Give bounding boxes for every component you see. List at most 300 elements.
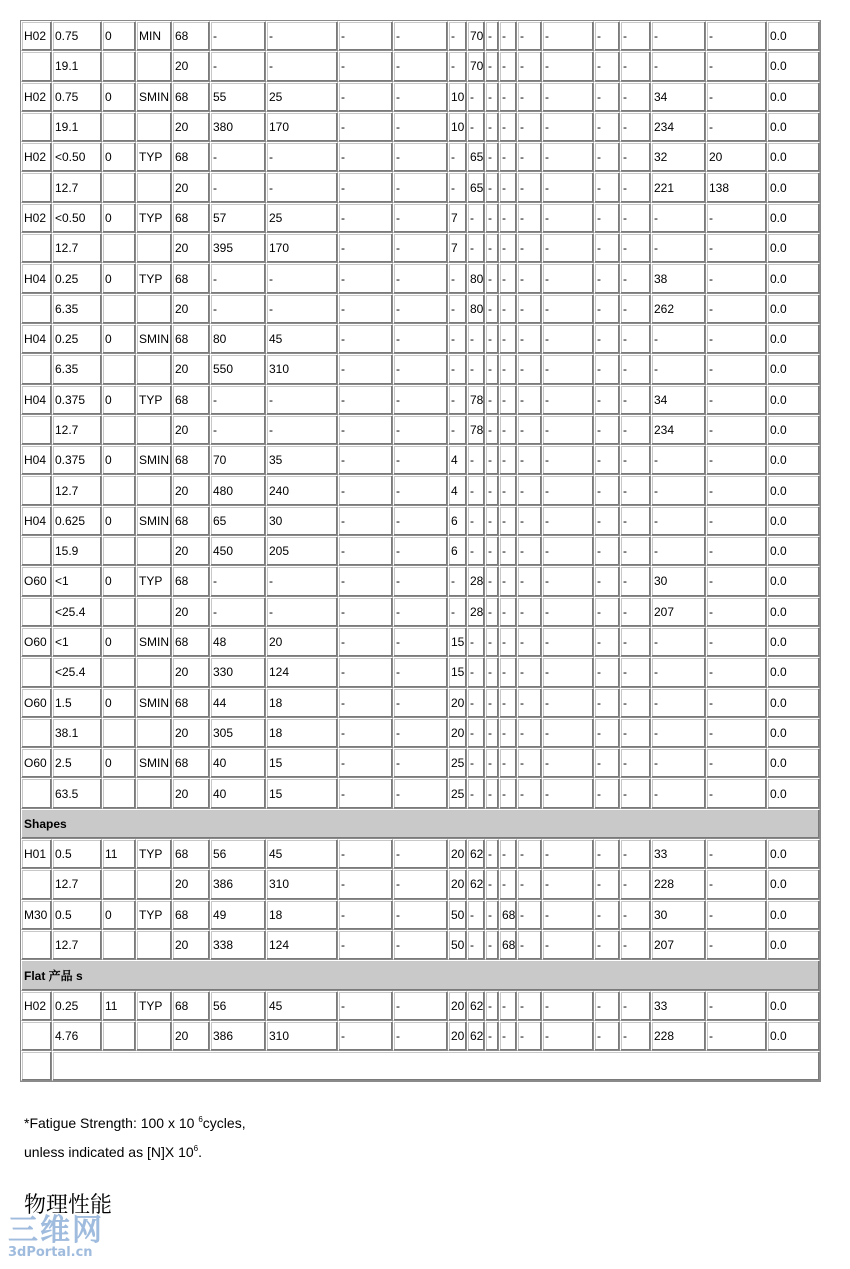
table-cell: - bbox=[485, 142, 499, 172]
table-cell: - bbox=[393, 354, 448, 384]
table-cell: 380 bbox=[210, 112, 266, 142]
table-cell: 49 bbox=[210, 900, 266, 930]
table-cell: - bbox=[517, 324, 542, 354]
table-cell: 0.0 bbox=[767, 900, 820, 930]
table-cell: - bbox=[542, 324, 594, 354]
table-cell: - bbox=[620, 475, 651, 505]
table-cell: 25 bbox=[448, 778, 467, 808]
table-row bbox=[21, 1021, 820, 1051]
table-cell: - bbox=[651, 718, 706, 748]
table-cell: TYP bbox=[136, 263, 172, 293]
table-cell: 12.7 bbox=[52, 233, 102, 263]
table-cell: - bbox=[485, 930, 499, 960]
table-cell: - bbox=[338, 930, 393, 960]
table-cell: - bbox=[338, 536, 393, 566]
table-cell: - bbox=[338, 597, 393, 627]
fatigue-footnote bbox=[24, 1107, 246, 1165]
table-cell: 80 bbox=[467, 294, 485, 324]
table-cell: 68 bbox=[172, 445, 210, 475]
footnote-text: *Fatigue Strength: 100 x 10 bbox=[24, 1115, 199, 1131]
table-cell: 20 bbox=[172, 172, 210, 202]
table-cell: 78 bbox=[467, 385, 485, 415]
table-cell: - bbox=[651, 506, 706, 536]
table-cell bbox=[21, 869, 52, 899]
table-cell: - bbox=[594, 657, 620, 687]
table-cell: - bbox=[651, 778, 706, 808]
table-cell: 18 bbox=[266, 900, 338, 930]
table-cell: 15 bbox=[448, 627, 467, 657]
table-cell: - bbox=[651, 21, 706, 51]
properties-table bbox=[20, 20, 821, 1082]
table-cell: 45 bbox=[266, 839, 338, 869]
table-cell: - bbox=[499, 233, 517, 263]
table-cell: 4.76 bbox=[52, 1021, 102, 1051]
table-cell bbox=[21, 778, 52, 808]
table-cell: - bbox=[499, 445, 517, 475]
table-cell: - bbox=[448, 566, 467, 596]
table-cell: - bbox=[499, 82, 517, 112]
table-cell: - bbox=[706, 1021, 767, 1051]
table-cell: 45 bbox=[266, 991, 338, 1021]
table-cell bbox=[136, 718, 172, 748]
table-cell: - bbox=[542, 263, 594, 293]
table-cell bbox=[102, 718, 136, 748]
table-cell: - bbox=[542, 900, 594, 930]
table-cell: 0.0 bbox=[767, 506, 820, 536]
table-cell: - bbox=[594, 869, 620, 899]
table-cell: 65 bbox=[210, 506, 266, 536]
table-cell: 0.25 bbox=[52, 324, 102, 354]
table-cell bbox=[136, 415, 172, 445]
table-cell: 45 bbox=[266, 324, 338, 354]
table-row bbox=[21, 566, 820, 596]
table-cell: - bbox=[485, 385, 499, 415]
table-cell: SMIN bbox=[136, 324, 172, 354]
table-row bbox=[21, 475, 820, 505]
table-cell: - bbox=[467, 354, 485, 384]
table-cell: - bbox=[338, 445, 393, 475]
table-cell: - bbox=[210, 597, 266, 627]
table-cell: - bbox=[517, 82, 542, 112]
table-cell: 68 bbox=[172, 203, 210, 233]
table-cell: - bbox=[706, 51, 767, 81]
table-cell: - bbox=[620, 869, 651, 899]
table-cell: - bbox=[542, 354, 594, 384]
table-cell bbox=[102, 657, 136, 687]
table-cell: 33 bbox=[651, 991, 706, 1021]
table-cell: - bbox=[517, 627, 542, 657]
table-cell: 20 bbox=[448, 688, 467, 718]
table-cell: O60 bbox=[21, 566, 52, 596]
table-cell: - bbox=[594, 1021, 620, 1051]
table-cell: - bbox=[594, 21, 620, 51]
table-cell: - bbox=[393, 991, 448, 1021]
table-cell: - bbox=[517, 203, 542, 233]
table-cell: 221 bbox=[651, 172, 706, 202]
table-cell: - bbox=[485, 294, 499, 324]
table-cell: 262 bbox=[651, 294, 706, 324]
table-cell: - bbox=[499, 718, 517, 748]
table-cell: - bbox=[706, 203, 767, 233]
table-cell: - bbox=[499, 869, 517, 899]
table-cell: - bbox=[499, 142, 517, 172]
table-cell: - bbox=[393, 112, 448, 142]
table-cell: - bbox=[485, 324, 499, 354]
table-cell: - bbox=[517, 718, 542, 748]
section-header-row bbox=[21, 960, 820, 990]
table-cell: - bbox=[210, 263, 266, 293]
table-cell: 0 bbox=[102, 627, 136, 657]
table-cell: - bbox=[499, 354, 517, 384]
table-cell: 68 bbox=[172, 324, 210, 354]
table-cell: 0.0 bbox=[767, 203, 820, 233]
table-row bbox=[21, 536, 820, 566]
table-cell: - bbox=[620, 82, 651, 112]
table-cell: 62 bbox=[467, 1021, 485, 1051]
table-cell: 12.7 bbox=[52, 869, 102, 899]
table-cell: - bbox=[338, 354, 393, 384]
table-cell: 12.7 bbox=[52, 475, 102, 505]
table-cell: - bbox=[620, 536, 651, 566]
table-cell: - bbox=[620, 597, 651, 627]
table-cell: 0.0 bbox=[767, 51, 820, 81]
table-cell: 450 bbox=[210, 536, 266, 566]
table-cell: - bbox=[499, 627, 517, 657]
table-cell: 68 bbox=[172, 627, 210, 657]
table-cell: - bbox=[651, 748, 706, 778]
table-cell: - bbox=[393, 536, 448, 566]
table-cell bbox=[102, 1021, 136, 1051]
table-cell: - bbox=[393, 597, 448, 627]
table-cell: - bbox=[266, 597, 338, 627]
table-cell: - bbox=[338, 688, 393, 718]
table-cell: 207 bbox=[651, 597, 706, 627]
table-cell: 0.0 bbox=[767, 415, 820, 445]
table-cell: 62 bbox=[467, 991, 485, 1021]
table-cell: - bbox=[467, 82, 485, 112]
table-cell: - bbox=[542, 566, 594, 596]
table-cell: 20 bbox=[172, 112, 210, 142]
table-cell: MIN bbox=[136, 21, 172, 51]
table-cell: - bbox=[594, 294, 620, 324]
table-cell: 68 bbox=[172, 688, 210, 718]
table-cell: - bbox=[517, 51, 542, 81]
table-cell: - bbox=[393, 415, 448, 445]
physical-properties-heading: 物理性能 bbox=[24, 1193, 113, 1218]
table-cell: 30 bbox=[651, 566, 706, 596]
table-cell: - bbox=[594, 688, 620, 718]
table-row bbox=[21, 445, 820, 475]
table-cell: 2.5 bbox=[52, 748, 102, 778]
table-cell: 32 bbox=[651, 142, 706, 172]
table-cell: - bbox=[542, 445, 594, 475]
table-cell: 234 bbox=[651, 415, 706, 445]
table-cell: 34 bbox=[651, 385, 706, 415]
footnote-exponent: 6 bbox=[193, 1144, 199, 1153]
table-cell: 6.35 bbox=[52, 354, 102, 384]
table-cell: - bbox=[594, 324, 620, 354]
table-cell: - bbox=[620, 445, 651, 475]
table-cell bbox=[136, 294, 172, 324]
table-cell: - bbox=[499, 748, 517, 778]
footnote-text: unless indicated as [N]X 10 bbox=[24, 1144, 194, 1160]
table-cell: - bbox=[338, 263, 393, 293]
table-cell: - bbox=[393, 748, 448, 778]
table-cell: - bbox=[485, 991, 499, 1021]
table-cell: 20 bbox=[172, 657, 210, 687]
table-cell: - bbox=[485, 778, 499, 808]
table-cell bbox=[21, 112, 52, 142]
table-cell: - bbox=[706, 385, 767, 415]
table-cell: - bbox=[485, 21, 499, 51]
table-cell: - bbox=[542, 869, 594, 899]
table-cell: M30 bbox=[21, 900, 52, 930]
table-cell: - bbox=[393, 627, 448, 657]
table-cell: - bbox=[517, 294, 542, 324]
table-cell: - bbox=[620, 294, 651, 324]
table-cell: 15 bbox=[448, 657, 467, 687]
table-cell: - bbox=[542, 233, 594, 263]
table-cell: 10 bbox=[448, 82, 467, 112]
table-cell: - bbox=[651, 536, 706, 566]
table-cell: 170 bbox=[266, 233, 338, 263]
table-cell: 30 bbox=[651, 900, 706, 930]
table-cell: TYP bbox=[136, 142, 172, 172]
table-cell: - bbox=[706, 415, 767, 445]
table-cell: 0.0 bbox=[767, 263, 820, 293]
table-cell: - bbox=[338, 294, 393, 324]
table-cell: 20 bbox=[172, 354, 210, 384]
table-cell: 4 bbox=[448, 475, 467, 505]
table-cell: 0.0 bbox=[767, 627, 820, 657]
table-cell: - bbox=[620, 21, 651, 51]
table-cell: - bbox=[499, 991, 517, 1021]
table-cell: - bbox=[338, 627, 393, 657]
table-cell: - bbox=[266, 51, 338, 81]
table-cell: - bbox=[338, 51, 393, 81]
table-cell: - bbox=[542, 142, 594, 172]
table-cell: - bbox=[651, 627, 706, 657]
table-cell: - bbox=[706, 475, 767, 505]
table-cell: - bbox=[706, 445, 767, 475]
table-cell: 310 bbox=[266, 869, 338, 899]
table-cell: 0.5 bbox=[52, 839, 102, 869]
table-cell: 70 bbox=[467, 21, 485, 51]
table-cell: - bbox=[594, 51, 620, 81]
table-row bbox=[21, 657, 820, 687]
table-cell bbox=[102, 415, 136, 445]
table-cell: H02 bbox=[21, 991, 52, 1021]
table-cell bbox=[21, 718, 52, 748]
table-cell: 56 bbox=[210, 839, 266, 869]
table-cell bbox=[21, 475, 52, 505]
table-cell: - bbox=[542, 294, 594, 324]
table-cell: - bbox=[594, 475, 620, 505]
table-row bbox=[21, 142, 820, 172]
blank-cell bbox=[21, 1051, 52, 1081]
table-cell: - bbox=[706, 233, 767, 263]
table-cell bbox=[21, 657, 52, 687]
table-cell: - bbox=[542, 385, 594, 415]
table-cell: - bbox=[594, 233, 620, 263]
table-cell: 0.0 bbox=[767, 21, 820, 51]
table-cell: - bbox=[393, 233, 448, 263]
table-cell: - bbox=[393, 657, 448, 687]
table-cell: 62 bbox=[467, 839, 485, 869]
table-row bbox=[21, 172, 820, 202]
table-cell: 0 bbox=[102, 263, 136, 293]
table-cell: - bbox=[499, 172, 517, 202]
table-cell bbox=[102, 172, 136, 202]
table-cell: - bbox=[542, 172, 594, 202]
table-cell: 0.0 bbox=[767, 748, 820, 778]
table-cell: 0.0 bbox=[767, 324, 820, 354]
table-cell: - bbox=[499, 566, 517, 596]
table-cell bbox=[136, 778, 172, 808]
table-cell: - bbox=[338, 839, 393, 869]
table-cell: - bbox=[651, 233, 706, 263]
table-cell: - bbox=[594, 900, 620, 930]
table-cell: - bbox=[210, 294, 266, 324]
table-cell: SMIN bbox=[136, 748, 172, 778]
table-cell: 12.7 bbox=[52, 172, 102, 202]
table-cell: - bbox=[448, 324, 467, 354]
table-cell: 0.375 bbox=[52, 445, 102, 475]
table-cell: 20 bbox=[172, 778, 210, 808]
table-cell: 20 bbox=[172, 869, 210, 899]
table-cell: - bbox=[620, 324, 651, 354]
table-cell: - bbox=[210, 142, 266, 172]
table-cell: 11 bbox=[102, 991, 136, 1021]
table-cell: - bbox=[542, 112, 594, 142]
table-cell: 20 bbox=[172, 475, 210, 505]
table-row bbox=[21, 778, 820, 808]
table-cell: - bbox=[594, 597, 620, 627]
table-cell: - bbox=[594, 627, 620, 657]
table-cell: 20 bbox=[706, 142, 767, 172]
table-cell: - bbox=[517, 1021, 542, 1051]
table-cell: H02 bbox=[21, 142, 52, 172]
table-cell: - bbox=[706, 294, 767, 324]
table-cell: - bbox=[448, 263, 467, 293]
table-cell: 4 bbox=[448, 445, 467, 475]
table-cell bbox=[136, 233, 172, 263]
table-cell: - bbox=[393, 263, 448, 293]
table-row bbox=[21, 718, 820, 748]
table-cell: - bbox=[467, 324, 485, 354]
table-cell: 20 bbox=[448, 839, 467, 869]
table-cell: - bbox=[393, 82, 448, 112]
table-cell: - bbox=[706, 778, 767, 808]
table-cell: 0.0 bbox=[767, 778, 820, 808]
table-cell: 44 bbox=[210, 688, 266, 718]
watermark-top-text: 三维网 bbox=[8, 1213, 104, 1248]
table-cell bbox=[136, 112, 172, 142]
table-cell: - bbox=[393, 385, 448, 415]
table-cell: - bbox=[338, 415, 393, 445]
table-cell: - bbox=[485, 82, 499, 112]
table-cell: - bbox=[620, 900, 651, 930]
table-cell bbox=[102, 536, 136, 566]
table-cell: <25.4 bbox=[52, 597, 102, 627]
table-cell: - bbox=[706, 900, 767, 930]
table-cell: - bbox=[485, 688, 499, 718]
table-cell: 0.0 bbox=[767, 142, 820, 172]
table-cell: - bbox=[651, 203, 706, 233]
footnote-line-2 bbox=[24, 1136, 246, 1165]
table-cell: 70 bbox=[210, 445, 266, 475]
table-cell: - bbox=[467, 536, 485, 566]
table-cell: 0.0 bbox=[767, 597, 820, 627]
table-cell: 20 bbox=[448, 718, 467, 748]
table-cell: - bbox=[517, 233, 542, 263]
table-cell: 70 bbox=[467, 51, 485, 81]
table-cell: - bbox=[499, 778, 517, 808]
table-cell: 68 bbox=[499, 930, 517, 960]
table-cell: - bbox=[706, 354, 767, 384]
table-cell: - bbox=[448, 51, 467, 81]
table-cell: - bbox=[706, 748, 767, 778]
table-cell: - bbox=[542, 597, 594, 627]
table-row bbox=[21, 263, 820, 293]
table-cell: - bbox=[542, 475, 594, 505]
table-cell: - bbox=[467, 203, 485, 233]
table-cell: - bbox=[499, 203, 517, 233]
table-cell: 386 bbox=[210, 1021, 266, 1051]
table-cell: - bbox=[393, 1021, 448, 1051]
table-cell: 0.0 bbox=[767, 688, 820, 718]
table-cell bbox=[21, 415, 52, 445]
table-cell: - bbox=[542, 930, 594, 960]
table-cell: - bbox=[542, 718, 594, 748]
table-cell: - bbox=[499, 475, 517, 505]
table-cell: 6.35 bbox=[52, 294, 102, 324]
table-cell bbox=[136, 51, 172, 81]
table-cell: 34 bbox=[651, 82, 706, 112]
table-cell: - bbox=[467, 778, 485, 808]
table-cell: - bbox=[517, 112, 542, 142]
table-cell: O60 bbox=[21, 627, 52, 657]
table-cell: - bbox=[485, 475, 499, 505]
table-cell: 20 bbox=[172, 51, 210, 81]
table-cell: - bbox=[706, 688, 767, 718]
table-cell: 0 bbox=[102, 506, 136, 536]
table-cell: 124 bbox=[266, 930, 338, 960]
table-cell: - bbox=[706, 82, 767, 112]
table-cell: - bbox=[651, 657, 706, 687]
footnote-text: cycles, bbox=[202, 1115, 246, 1131]
table-cell: - bbox=[499, 1021, 517, 1051]
table-cell: 20 bbox=[448, 1021, 467, 1051]
table-cell: O60 bbox=[21, 688, 52, 718]
table-cell: 56 bbox=[210, 991, 266, 1021]
table-cell: 0.0 bbox=[767, 839, 820, 869]
footnote-line-1 bbox=[24, 1107, 246, 1136]
table-cell bbox=[21, 930, 52, 960]
blank-cell bbox=[52, 1051, 820, 1081]
table-cell: 68 bbox=[172, 82, 210, 112]
table-cell: - bbox=[517, 778, 542, 808]
table-cell: H04 bbox=[21, 506, 52, 536]
table-cell: 0 bbox=[102, 142, 136, 172]
table-cell: SMIN bbox=[136, 688, 172, 718]
table-cell: 0.0 bbox=[767, 536, 820, 566]
table-cell: 0.25 bbox=[52, 263, 102, 293]
table-cell: - bbox=[594, 172, 620, 202]
table-cell: - bbox=[338, 21, 393, 51]
table-cell: - bbox=[210, 385, 266, 415]
table-cell: - bbox=[542, 536, 594, 566]
